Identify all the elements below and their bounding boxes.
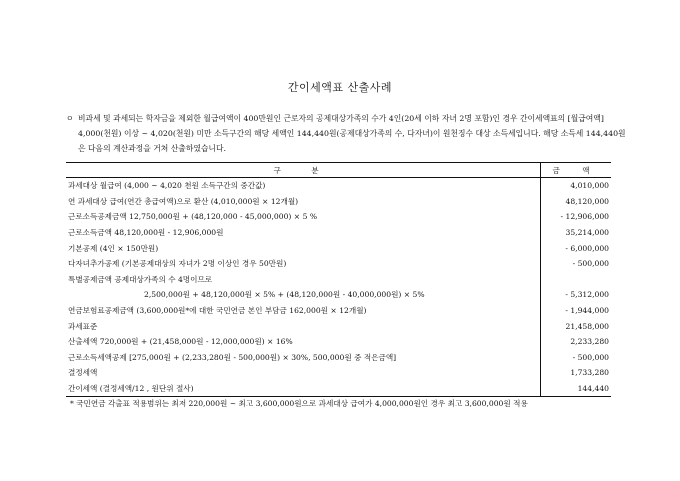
row-amount: 2,233,280 [541, 334, 612, 350]
row-item: 연 과세대상 급여(연간 총급여액)으로 환산 (4,010,000원 × 12개월) [68, 196, 299, 206]
row-item: 기본공제 (4인 × 150만원) [68, 243, 159, 253]
row-item: 근로소득금액 48,120,000원 - 12,906,000원 [68, 228, 224, 238]
table-row [66, 365, 611, 381]
table-row [66, 334, 611, 350]
row-amount: 144,440 [541, 381, 612, 397]
row-amount [541, 272, 612, 288]
row-amount: - 1,944,000 [541, 303, 612, 319]
header-amount: 금 액 [541, 163, 612, 178]
row-item: 간이세액 (결정세액/12 , 원단위 절사) [66, 381, 541, 397]
table-row [66, 225, 611, 241]
table-row [66, 240, 611, 256]
row-item: 근로소득공제금액 12,750,000원 + (48,120,000 - 45,000,000) × 5 % [68, 212, 318, 222]
table-row [66, 350, 611, 366]
row-amount: - 500,000 [541, 350, 612, 366]
row-item: 연금보험료공제금액 (3,600,000원*에 대한 국민연금 본인 부담금 162,000원 × 12개월) [68, 306, 367, 316]
bullet-icon: ㅇ [66, 114, 74, 123]
calculation-table [66, 162, 611, 397]
row-amount: - 500,000 [541, 256, 612, 272]
footnote: * 국민연금 각출표 적용범위는 최저 220,000원 ~ 최고 3,600,000원으로 과세대상 급여가 4,000,000원인 경우 최고 3,600,000원 적용 [70, 399, 528, 408]
row-amount: - 6,000,000 [541, 240, 612, 256]
table-row [66, 209, 611, 225]
row-amount: - 5,312,000 [541, 287, 612, 303]
row-amount: 4,010,000 [541, 178, 612, 194]
header-item: 구 분 [66, 163, 541, 178]
row-item: 산출세액 720,000원 + (21,458,000원 - 12,000,000원) × 16% [68, 337, 293, 347]
row-item: 근로소득세액공제 [275,000원 + (2,233,280원 - 500,000원) × 30%, 500,000원 중 적은금액] [68, 352, 397, 362]
row-item: 과세대상 월급여 (4,000 ~ 4,020 천원 소득구간의 중간값) [68, 181, 266, 191]
row-amount: 21,458,000 [541, 318, 612, 334]
table-row [66, 272, 611, 288]
intro-text: 비과세 및 과세되는 학자금을 제외한 월급여액이 400만원인 근로자의 공제대상가족의 수가 4인(20세 이하 자녀 2명 포함)인 경우 간이세액표의 [월급여액] 4,000(천원) 이상 ~ 4,020(천원) 미만 소득구간의 해당 세액인 144,440원(공제대상가족의 수, 다자녀)이 원천징수 대상 소득세입니다. 해당 소득세 144,440원은 다음의 계산과정을 거쳐 산출하였습니다. [78, 114, 626, 153]
row-item: 2,500,000원 + 48,120,000원 × 5% + (48,120,000원 - 40,000,000원) × 5% [144, 290, 425, 300]
row-amount: 48,120,000 [541, 194, 612, 210]
intro-paragraph [66, 111, 626, 156]
table-row [66, 287, 611, 303]
table-row [66, 303, 611, 319]
table-row [66, 178, 611, 194]
row-item: 특별공제금액 공제대상가족의 수 4명이므로 [68, 274, 213, 284]
row-item: 결정세액 [68, 368, 98, 378]
page-title: 간이세액표 산출사례 [287, 81, 393, 94]
row-amount: 1,733,280 [541, 365, 612, 381]
table-row [66, 381, 611, 397]
table-row [66, 194, 611, 210]
table-row [66, 256, 611, 272]
row-item: 과세표준 [68, 321, 98, 331]
table-header-row [66, 163, 611, 178]
table-row [66, 318, 611, 334]
row-item: 다자녀추가공제 (기본공제대상의 자녀가 2명 이상인 경우 50만원) [68, 259, 287, 269]
row-amount: - 12,906,000 [541, 209, 612, 225]
row-amount: 35,214,000 [541, 225, 612, 241]
